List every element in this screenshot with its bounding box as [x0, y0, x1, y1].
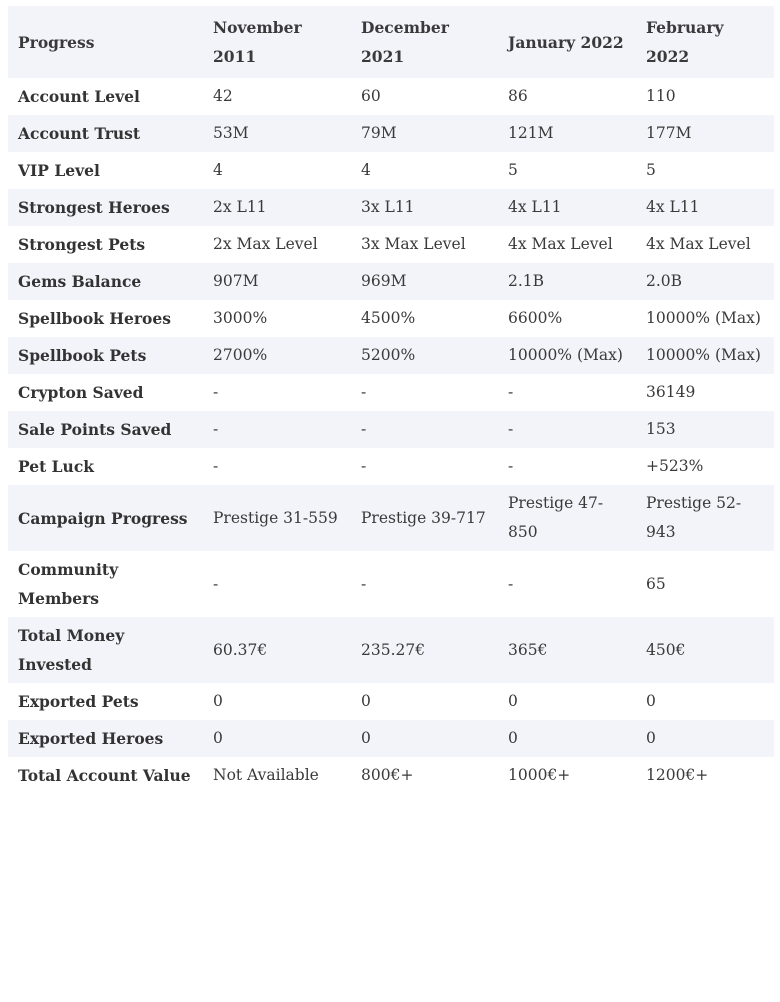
table-row: [8, 720, 774, 757]
row-label: Total Money Invested: [18, 626, 125, 674]
table-cell: -: [213, 420, 219, 438]
table-row: [8, 78, 774, 115]
table-cell: 10000% (Max): [508, 346, 623, 364]
table-cell: 907M: [213, 272, 259, 290]
table-cell: 1200€+: [646, 766, 709, 784]
table-cell: +523%: [646, 457, 704, 475]
table-cell: 5: [646, 161, 656, 179]
table-row: [8, 617, 774, 683]
table-cell: 365€: [508, 640, 548, 659]
row-label: Spellbook Pets: [18, 346, 147, 365]
table-cell: 0: [361, 729, 371, 747]
table-cell: 235.27€: [361, 640, 426, 659]
table-cell: -: [213, 383, 219, 401]
table-cell: 0: [213, 729, 223, 747]
table-row: [8, 374, 774, 411]
table-cell: Prestige 31-559: [213, 508, 338, 527]
progress-table: [8, 6, 774, 794]
table-body: [8, 78, 774, 794]
table-cell: 6600%: [508, 309, 563, 327]
table-cell: 969M: [361, 272, 407, 290]
table-row: [8, 300, 774, 337]
table-cell: 0: [508, 729, 518, 747]
row-label: Campaign Progress: [18, 508, 188, 528]
table-cell: 65: [646, 574, 666, 593]
table-cell: Prestige 52-943: [646, 494, 742, 541]
row-label: Strongest Pets: [18, 235, 146, 254]
table-row: [8, 551, 774, 617]
table-row: [8, 337, 774, 374]
table-cell: Prestige 47-850: [508, 494, 604, 541]
column-header-dec-2021: December 2021: [361, 18, 449, 66]
table-cell: 0: [361, 692, 371, 710]
progress-table-container: [8, 6, 774, 794]
table-cell: 4500%: [361, 309, 416, 327]
table-cell: 53M: [213, 124, 249, 142]
table-cell: Prestige 39-717: [361, 508, 486, 527]
table-cell: -: [213, 574, 219, 593]
table-cell: 0: [646, 729, 656, 747]
table-cell: 5200%: [361, 346, 416, 364]
table-cell: -: [508, 383, 514, 401]
table-cell: 2x Max Level: [213, 235, 318, 253]
table-cell: 3x Max Level: [361, 235, 466, 253]
table-cell: -: [508, 420, 514, 438]
table-row: [8, 448, 774, 485]
table-cell: 3x L11: [361, 198, 415, 216]
table-header-row: [8, 6, 774, 78]
table-cell: 60.37€: [213, 640, 268, 659]
row-label: Community Members: [18, 560, 119, 608]
table-cell: -: [361, 457, 367, 475]
table-row: [8, 485, 774, 551]
table-cell: 177M: [646, 124, 692, 142]
table-cell: 0: [213, 692, 223, 710]
table-cell: 2.0B: [646, 272, 683, 290]
column-header-jan-2022: January 2022: [508, 32, 624, 52]
table-cell: 450€: [646, 640, 686, 659]
table-cell: 79M: [361, 124, 397, 142]
table-cell: 4x L11: [508, 198, 562, 216]
table-cell: 86: [508, 87, 528, 105]
table-cell: 4: [361, 161, 371, 179]
table-cell: 10000% (Max): [646, 346, 761, 364]
table-cell: 800€+: [361, 766, 414, 784]
table-cell: 36149: [646, 383, 696, 401]
table-row: [8, 152, 774, 189]
table-cell: 0: [508, 692, 518, 710]
table-cell: -: [361, 383, 367, 401]
column-header-nov-2011: November 2011: [213, 18, 302, 66]
table-cell: 121M: [508, 124, 554, 142]
table-cell: 3000%: [213, 309, 268, 327]
table-row: [8, 115, 774, 152]
row-label: Exported Heroes: [18, 729, 164, 748]
table-cell: -: [508, 457, 514, 475]
table-cell: 42: [213, 87, 233, 105]
row-label: Crypton Saved: [18, 383, 144, 402]
table-cell: 4: [213, 161, 223, 179]
table-row: [8, 683, 774, 720]
row-label: Total Account Value: [18, 766, 191, 785]
column-header-feb-2022: February 2022: [646, 18, 724, 66]
table-row: [8, 411, 774, 448]
table-cell: 0: [646, 692, 656, 710]
table-cell: 4x L11: [646, 198, 700, 216]
table-cell: 2x L11: [213, 198, 267, 216]
row-label: Gems Balance: [18, 272, 142, 291]
table-row: [8, 757, 774, 794]
row-label: Pet Luck: [18, 457, 95, 476]
row-label: Exported Pets: [18, 692, 139, 711]
table-row: [8, 189, 774, 226]
table-cell: 5: [508, 161, 518, 179]
table-cell: 153: [646, 420, 676, 438]
column-header-progress: Progress: [18, 32, 95, 52]
table-cell: 110: [646, 87, 676, 105]
table-cell: 1000€+: [508, 766, 571, 784]
row-label: Spellbook Heroes: [18, 309, 171, 328]
row-label: VIP Level: [18, 161, 100, 180]
table-cell: -: [361, 574, 367, 593]
table-cell: 4x Max Level: [508, 235, 613, 253]
row-label: Account Trust: [18, 124, 141, 143]
table-cell: 60: [361, 87, 381, 105]
table-cell: -: [508, 574, 514, 593]
table-cell: -: [361, 420, 367, 438]
table-cell: 2.1B: [508, 272, 545, 290]
table-cell: Not Available: [213, 766, 319, 784]
table-cell: -: [213, 457, 219, 475]
table-row: [8, 226, 774, 263]
table-cell: 10000% (Max): [646, 309, 761, 327]
row-label: Sale Points Saved: [18, 420, 172, 439]
row-label: Account Level: [18, 87, 140, 106]
table-cell: 4x Max Level: [646, 235, 751, 253]
table-cell: 2700%: [213, 346, 268, 364]
row-label: Strongest Heroes: [18, 198, 170, 217]
table-row: [8, 263, 774, 300]
